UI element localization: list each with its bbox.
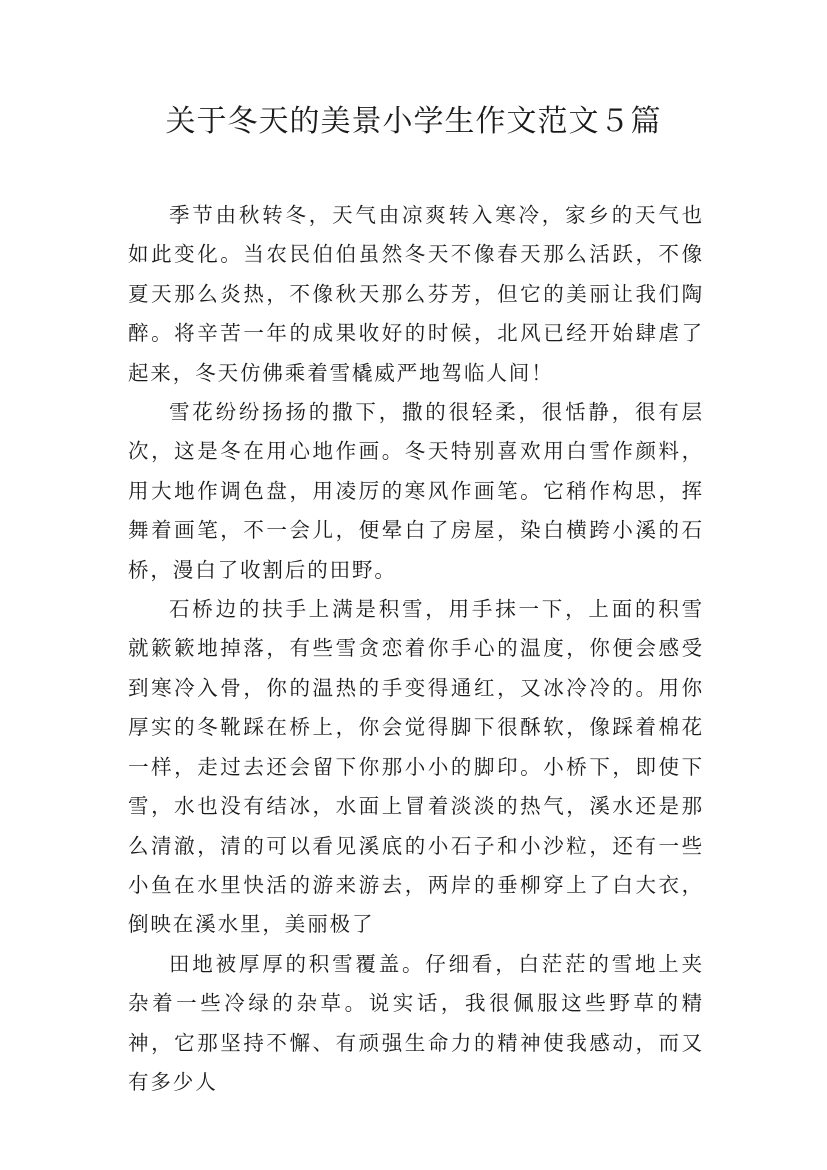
paragraph-3: 石桥边的扶手上满是积雪，用手抹一下，上面的积雪就簌簌地掉落，有些雪贪恋着你手心的温度，你便会感受到寒冷入骨，你的温热的手变得通红，又冰冷冷的。用你厚实的冬靴踩在桥上，你会觉得脚下很酥软，像踩着棉花一样，走过去还会留下你那小小的脚印。小桥下，即使下雪，水也没有结冰，水面上冒着淡淡的热气，溪水还是那么清澈，清的可以看见溪底的小石子和小沙粒，还有一些小鱼在水里快活的游来游去，两岸的垂柳穿上了白大衣，倒映在溪水里，美丽极了 — [128, 597, 704, 937]
document-title: 关于冬天的美景小学生作文范文５篇 — [165, 104, 662, 139]
paragraph-4: 田地被厚厚的积雪覆盖。仔细看，白茫茫的雪地上夹杂着一些冷绿的杂草。说实话，我很佩服这些野草的精神，它那坚持不懈、有顽强生命力的精神使我感动，而又有多少人 — [128, 951, 704, 1094]
paragraph-2: 雪花纷纷扬扬的撒下，撒的很轻柔，很恬静，很有层次，这是冬在用心地作画。冬天特别喜欢用白雪作颜料，用大地作调色盘，用凌厉的寒风作画笔。它稍作构思，挥舞着画笔，不一会儿，便晕白了房屋，染白横跨小溪的石桥，漫白了收割后的田野。 — [128, 400, 704, 582]
paragraph-1: 季节由秋转冬，天气由凉爽转入寒冷，家乡的天气也如此变化。当农民伯伯虽然冬天不像春天那么活跃，不像夏天那么炎热，不像秋天那么芬芳，但它的美丽让我们陶醉。将辛苦一年的成果收好的时候，北风已经开始肆虐了起来，冬天仿佛乘着雪橇威严地驾临人间！ — [128, 203, 704, 385]
document-body — [128, 196, 704, 1102]
